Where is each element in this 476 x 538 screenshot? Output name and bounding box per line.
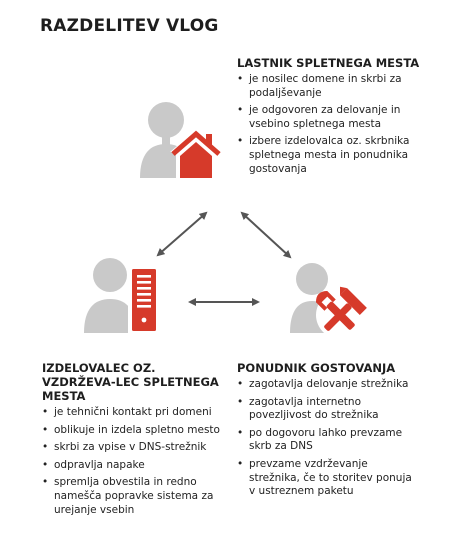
owner-list bbox=[237, 73, 437, 176]
list-item: • zagotavlja delovanje strežnika bbox=[237, 378, 417, 392]
list-item: • po dogovoru lahko prevzame skrb za DNS bbox=[237, 427, 417, 454]
developer-block bbox=[42, 361, 232, 521]
list-item: • prevzame vzdrževanje strežnika, če to storitev ponuja v ustreznem paketu bbox=[237, 458, 417, 499]
list-item: • skrbi za vpise v DNS-strežnik bbox=[42, 441, 232, 455]
list-item: • oblikuje in izdela spletno mesto bbox=[42, 424, 232, 438]
owner-heading: LASTNIK SPLETNEGA MESTA bbox=[237, 56, 420, 70]
list-item: • zagotavlja internetno povezljivost do strežnika bbox=[237, 396, 417, 423]
list-item: • izbere izdelovalca oz. skrbnika spletnega mesta in ponudnika gostovanja bbox=[237, 135, 437, 176]
list-item: • je nosilec domene in skrbi za podaljševanje bbox=[237, 73, 437, 100]
owner-block bbox=[237, 56, 437, 180]
page-title: RAZDELITEV VLOG bbox=[40, 16, 219, 36]
list-item: • je tehnični kontakt pri domeni bbox=[42, 406, 232, 420]
list-item: • spremlja obvestila in redno namešča popravke sistema za urejanje vsebin bbox=[42, 476, 232, 517]
list-item: • odpravlja napake bbox=[42, 459, 232, 473]
hosting-block bbox=[237, 361, 417, 503]
hosting-heading: PONUDNIK GOSTOVANJA bbox=[237, 361, 396, 375]
developer-list bbox=[42, 406, 232, 517]
hosting-list bbox=[237, 378, 417, 499]
developer-heading: IZDELOVALEC OZ. VZDRŽEVA-LEC SPLETNEGA MESTA bbox=[42, 361, 219, 403]
arrow-owner-hosting bbox=[242, 213, 290, 257]
list-item: • je odgovoren za delovanje in vsebino spletnega mesta bbox=[237, 104, 437, 131]
arrow-owner-developer bbox=[158, 213, 206, 255]
